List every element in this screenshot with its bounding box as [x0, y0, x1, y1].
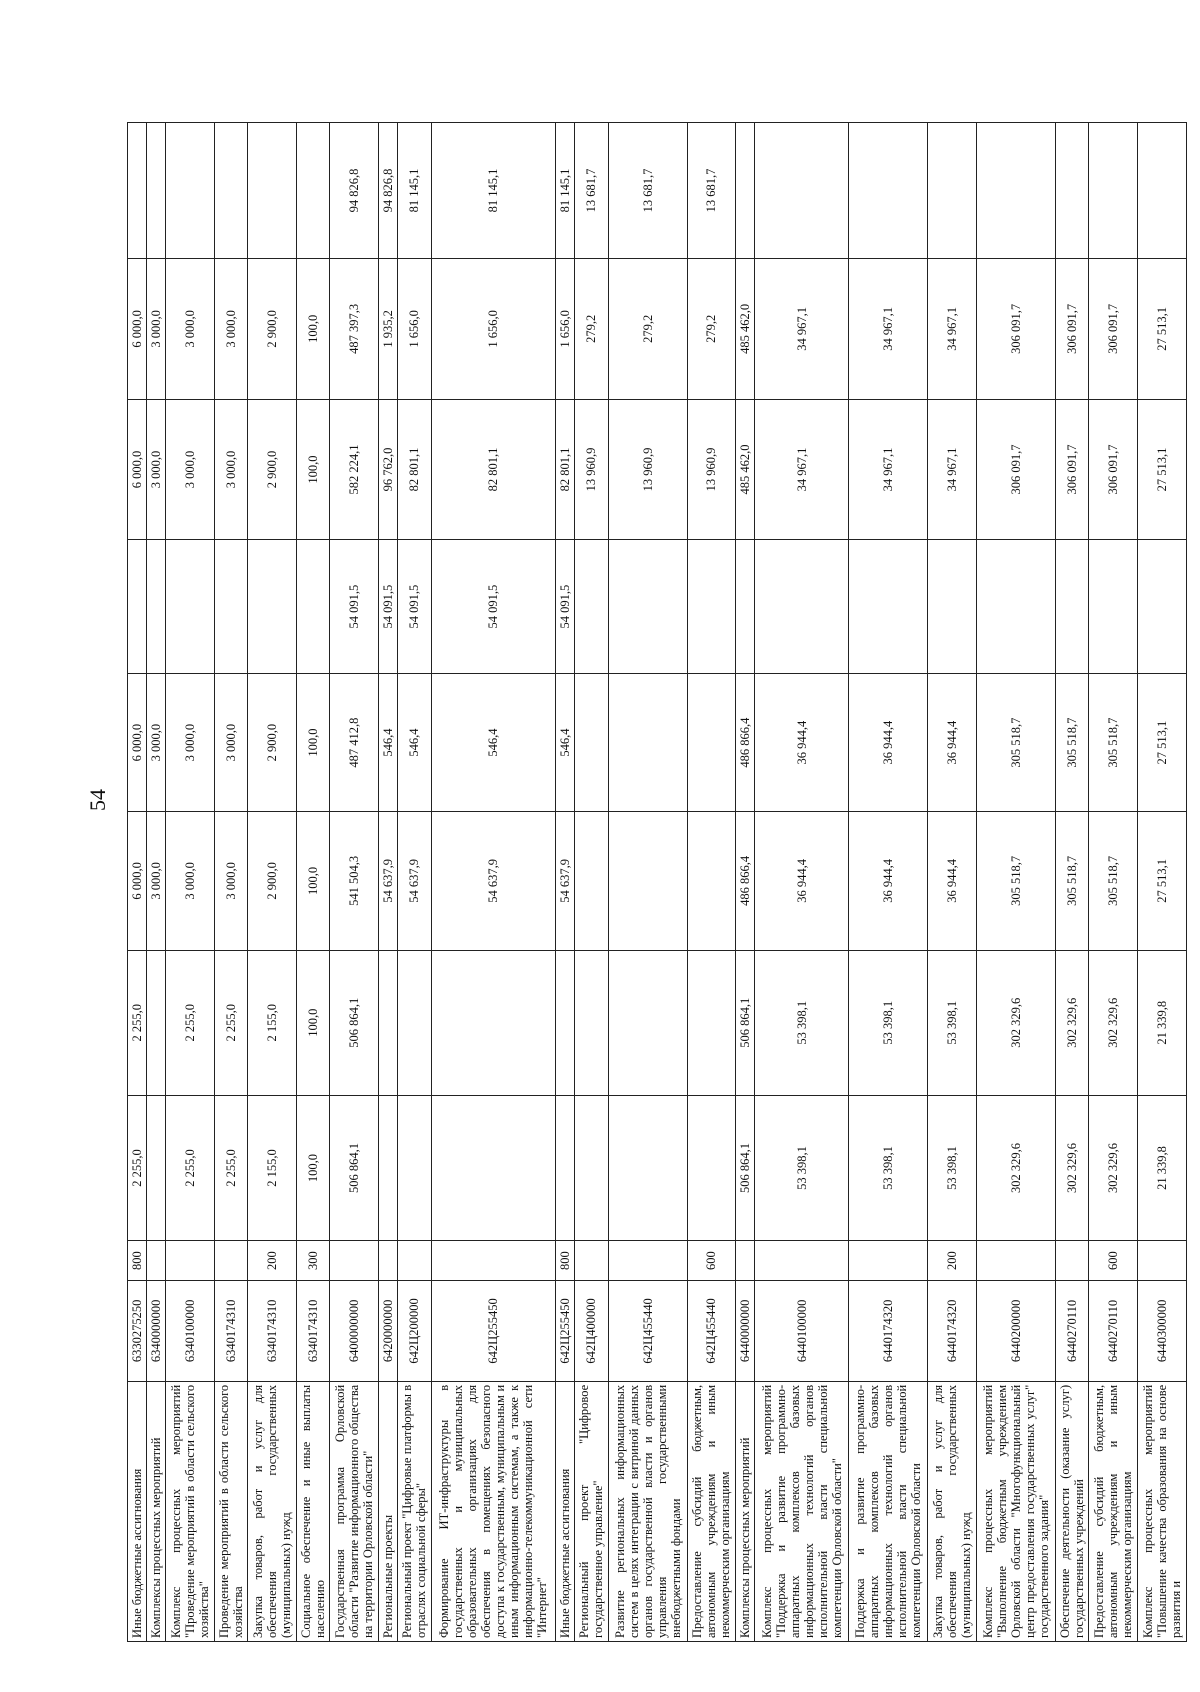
cell-b1: 305 518,7: [1089, 812, 1138, 950]
page-number-wrap: [78, 780, 118, 820]
cell-a1: 53 398,1: [755, 1095, 849, 1240]
cell-b3: [1089, 540, 1138, 674]
cell-vr: [849, 1241, 928, 1281]
cell-name: Региональный проект "Цифровые платформы в отраслях социальной сферы": [398, 1381, 432, 1641]
cell-b3: [296, 540, 330, 674]
cell-c2: 27 513,1: [1138, 259, 1187, 400]
cell-a1: 302 329,6: [1055, 1095, 1089, 1240]
cell-b3: 54 091,5: [431, 540, 555, 674]
cell-a2: 2 255,0: [166, 950, 215, 1095]
cell-c3: 94 826,8: [330, 123, 379, 259]
cell-name: Закупка товаров, работ и услуг для обеспечения государственных (муниципальных) нужд: [248, 1381, 297, 1641]
cell-name: Поддержка и развитие программно-аппаратных комплексов базовых информационных технологий органов исполнительной власти специальной компетенции Орловской области: [849, 1381, 928, 1641]
cell-b3: [1055, 540, 1089, 674]
cell-name: Комплекс процессных мероприятий "Повышение качества образования на основе развития и: [1138, 1381, 1187, 1641]
cell-b1: 3 000,0: [166, 812, 215, 950]
cell-code: 6340174310: [248, 1281, 297, 1382]
cell-code: 642Ц455440: [687, 1281, 736, 1382]
cell-code: 642Ц200000: [398, 1281, 432, 1382]
cell-a1: 53 398,1: [928, 1095, 977, 1240]
cell-c2: 34 967,1: [849, 259, 928, 400]
cell-b3: [1138, 540, 1187, 674]
cell-c2: 279,2: [687, 259, 736, 400]
cell-b1: [575, 812, 609, 950]
cell-code: 642Ц400000: [575, 1281, 609, 1382]
cell-c2: 2 900,0: [248, 259, 297, 400]
cell-b2: 3 000,0: [147, 673, 166, 811]
cell-c1: 306 091,7: [976, 399, 1055, 540]
cell-a2: [608, 950, 687, 1095]
cell-name: Формирование ИТ-инфраструктуры в государственных и муниципальных образовательных организациях для обеспечения в помещениях безопасного доступа к государственным, муниципальным и иным информационным системам, а также к информационно-телекоммуникационной сети "Интернет": [431, 1381, 555, 1641]
cell-c3: 13 681,7: [608, 123, 687, 259]
cell-c1: 2 900,0: [248, 399, 297, 540]
cell-code: 6340100000: [166, 1281, 215, 1382]
cell-a2: 21 339,8: [1138, 950, 1187, 1095]
cell-vr: [166, 1241, 215, 1281]
cell-code: 6340000000: [147, 1281, 166, 1382]
table-row: [1055, 123, 1089, 1642]
cell-c1: 34 967,1: [755, 399, 849, 540]
cell-c2: 100,0: [296, 259, 330, 400]
cell-b3: [736, 540, 755, 674]
cell-a1: 506 864,1: [736, 1095, 755, 1240]
cell-a1: 2 155,0: [248, 1095, 297, 1240]
cell-c3: [248, 123, 297, 259]
cell-a1: [147, 1095, 166, 1240]
cell-b2: [687, 673, 736, 811]
cell-b1: 305 518,7: [1055, 812, 1089, 950]
cell-a1: 302 329,6: [976, 1095, 1055, 1240]
cell-a2: [379, 950, 398, 1095]
cell-code: 642Ц255450: [431, 1281, 555, 1382]
cell-name: Комплекс процессных мероприятий "Выполнение бюджетным учреждением Орловской области "Многофункциональный центр предоставления государственных услуг" государственного задания": [976, 1381, 1055, 1641]
cell-vr: [1055, 1241, 1089, 1281]
cell-b2: 36 944,4: [849, 673, 928, 811]
cell-b3: [214, 540, 248, 674]
cell-c1: 82 801,1: [431, 399, 555, 540]
cell-name: Социальное обеспечение и иные выплаты населению: [296, 1381, 330, 1641]
cell-code: 642Ц455440: [608, 1281, 687, 1382]
cell-b2: 27 513,1: [1138, 673, 1187, 811]
cell-b2: 487 412,8: [330, 673, 379, 811]
cell-b3: 54 091,5: [379, 540, 398, 674]
cell-c2: 3 000,0: [214, 259, 248, 400]
table-body: [128, 123, 1187, 1642]
cell-name: Комплекс процессных мероприятий "Проведение мероприятий в области сельского хозяйства": [166, 1381, 215, 1641]
cell-b3: [575, 540, 609, 674]
cell-b1: 54 637,9: [431, 812, 555, 950]
cell-vr: 200: [928, 1241, 977, 1281]
table-row: [736, 123, 755, 1642]
cell-b3: [608, 540, 687, 674]
cell-vr: [214, 1241, 248, 1281]
cell-b1: 54 637,9: [398, 812, 432, 950]
cell-vr: 600: [687, 1241, 736, 1281]
cell-c3: [736, 123, 755, 259]
cell-a2: 302 329,6: [976, 950, 1055, 1095]
cell-name: Иные бюджетные ассигнования: [556, 1381, 575, 1641]
cell-a1: 2 255,0: [214, 1095, 248, 1240]
cell-name: Развитие региональных информационных систем в целях интеграции с витриной данных органов государственной власти и органов управления государственными внебюджетными фондами: [608, 1381, 687, 1641]
cell-a2: [398, 950, 432, 1095]
cell-b2: 2 900,0: [248, 673, 297, 811]
cell-name: Региональный проект "Цифровое государственное управление": [575, 1381, 609, 1641]
cell-a1: 21 339,8: [1138, 1095, 1187, 1240]
rotated-table-container: [127, 122, 1187, 1642]
cell-b2: 6 000,0: [128, 673, 147, 811]
cell-c2: 279,2: [575, 259, 609, 400]
table-row: [296, 123, 330, 1642]
cell-c2: 1 656,0: [556, 259, 575, 400]
cell-c1: 96 762,0: [379, 399, 398, 540]
cell-c1: 6 000,0: [128, 399, 147, 540]
cell-name: Комплексы процессных мероприятий: [736, 1381, 755, 1641]
cell-a2: 506 864,1: [736, 950, 755, 1095]
cell-b2: 305 518,7: [1089, 673, 1138, 811]
cell-b2: 546,4: [398, 673, 432, 811]
cell-c3: [214, 123, 248, 259]
cell-vr: [575, 1241, 609, 1281]
table-row: [976, 123, 1055, 1642]
cell-a1: [556, 1095, 575, 1240]
cell-vr: [1138, 1241, 1187, 1281]
cell-c3: 81 145,1: [556, 123, 575, 259]
cell-c3: [147, 123, 166, 259]
cell-b2: 546,4: [431, 673, 555, 811]
table-row: [755, 123, 849, 1642]
cell-name: Проведение мероприятий в области сельского хозяйства: [214, 1381, 248, 1641]
cell-a1: 302 329,6: [1089, 1095, 1138, 1240]
cell-vr: [431, 1241, 555, 1281]
cell-b3: [928, 540, 977, 674]
cell-c3: 13 681,7: [687, 123, 736, 259]
cell-vr: [755, 1241, 849, 1281]
cell-b1: 36 944,4: [928, 812, 977, 950]
cell-a1: 2 255,0: [166, 1095, 215, 1240]
table-row: [556, 123, 575, 1642]
cell-b2: 305 518,7: [976, 673, 1055, 811]
cell-b1: 36 944,4: [849, 812, 928, 950]
cell-a1: 2 255,0: [128, 1095, 147, 1240]
cell-vr: [608, 1241, 687, 1281]
cell-c3: [166, 123, 215, 259]
cell-c2: 1 935,2: [379, 259, 398, 400]
cell-code: 6440200000: [976, 1281, 1055, 1382]
cell-a2: [147, 950, 166, 1095]
cell-c1: 27 513,1: [1138, 399, 1187, 540]
cell-c2: 6 000,0: [128, 259, 147, 400]
cell-c2: 3 000,0: [147, 259, 166, 400]
cell-b3: 54 091,5: [330, 540, 379, 674]
cell-b3: [248, 540, 297, 674]
cell-c1: 306 091,7: [1055, 399, 1089, 540]
table-row: [330, 123, 379, 1642]
cell-b1: 2 900,0: [248, 812, 297, 950]
cell-a2: [556, 950, 575, 1095]
cell-c1: 582 224,1: [330, 399, 379, 540]
cell-b2: 3 000,0: [214, 673, 248, 811]
cell-a1: [608, 1095, 687, 1240]
cell-c2: 3 000,0: [166, 259, 215, 400]
cell-b1: 36 944,4: [755, 812, 849, 950]
cell-a1: [379, 1095, 398, 1240]
cell-c2: 34 967,1: [928, 259, 977, 400]
cell-b1: 27 513,1: [1138, 812, 1187, 950]
cell-c2: 1 656,0: [431, 259, 555, 400]
cell-name: Региональные проекты: [379, 1381, 398, 1641]
cell-code: 6440000000: [736, 1281, 755, 1382]
table-row: [166, 123, 215, 1642]
cell-c3: [296, 123, 330, 259]
cell-a1: 53 398,1: [849, 1095, 928, 1240]
cell-c1: 306 091,7: [1089, 399, 1138, 540]
cell-c2: 485 462,0: [736, 259, 755, 400]
table-row: [248, 123, 297, 1642]
cell-code: 6440100000: [755, 1281, 849, 1382]
cell-name: Обеспечение деятельности (оказание услуг) государственных учреждений: [1055, 1381, 1089, 1641]
cell-a2: 100,0: [296, 950, 330, 1095]
cell-b3: [849, 540, 928, 674]
cell-vr: 800: [128, 1241, 147, 1281]
cell-b1: 541 504,3: [330, 812, 379, 950]
cell-b3: [687, 540, 736, 674]
cell-name: Иные бюджетные ассигнования: [128, 1381, 147, 1641]
table-row: [431, 123, 555, 1642]
cell-c2: 306 091,7: [1055, 259, 1089, 400]
table-row: [379, 123, 398, 1642]
table-row: [1089, 123, 1138, 1642]
cell-b1: 3 000,0: [214, 812, 248, 950]
cell-name: Предоставление субсидий бюджетным, автономным учреждениям и иным некоммерческим организациям: [1089, 1381, 1138, 1641]
cell-c3: [755, 123, 849, 259]
cell-code: 6440270110: [1089, 1281, 1138, 1382]
cell-c1: 485 462,0: [736, 399, 755, 540]
cell-vr: 200: [248, 1241, 297, 1281]
table-row: [128, 123, 147, 1642]
cell-a1: [687, 1095, 736, 1240]
cell-name: Государственная программа Орловской области "Развитие информационного общества на территории Орловской области": [330, 1381, 379, 1641]
cell-name: Закупка товаров, работ и услуг для обеспечения государственных (муниципальных) нужд: [928, 1381, 977, 1641]
cell-a2: 53 398,1: [928, 950, 977, 1095]
table-row: [1138, 123, 1187, 1642]
cell-c2: 279,2: [608, 259, 687, 400]
table-row: [575, 123, 609, 1642]
page-number: 54: [85, 789, 110, 811]
cell-b3: [128, 540, 147, 674]
cell-b1: 54 637,9: [556, 812, 575, 950]
cell-a2: 53 398,1: [849, 950, 928, 1095]
cell-b2: 546,4: [379, 673, 398, 811]
cell-vr: [379, 1241, 398, 1281]
cell-c1: 3 000,0: [147, 399, 166, 540]
cell-vr: 800: [556, 1241, 575, 1281]
cell-a2: 506 864,1: [330, 950, 379, 1095]
cell-vr: 300: [296, 1241, 330, 1281]
cell-b1: 100,0: [296, 812, 330, 950]
cell-vr: [736, 1241, 755, 1281]
cell-c2: 34 967,1: [755, 259, 849, 400]
cell-b3: [755, 540, 849, 674]
budget-table: [127, 122, 1187, 1642]
cell-c3: [1089, 123, 1138, 259]
cell-b3: [976, 540, 1055, 674]
table-row: [608, 123, 687, 1642]
cell-code: 6330275250: [128, 1281, 147, 1382]
cell-b3: 54 091,5: [398, 540, 432, 674]
cell-c3: 81 145,1: [398, 123, 432, 259]
cell-name: Предоставление субсидий бюджетным, автономным учреждениям и иным некоммерческим организациям: [687, 1381, 736, 1641]
cell-vr: 600: [1089, 1241, 1138, 1281]
table-row: [928, 123, 977, 1642]
cell-c1: 34 967,1: [928, 399, 977, 540]
cell-c1: 3 000,0: [166, 399, 215, 540]
cell-a2: [687, 950, 736, 1095]
cell-c2: 487 397,3: [330, 259, 379, 400]
cell-b1: 6 000,0: [128, 812, 147, 950]
cell-b1: 3 000,0: [147, 812, 166, 950]
cell-c3: [1138, 123, 1187, 259]
cell-b2: 100,0: [296, 673, 330, 811]
cell-a1: 506 864,1: [330, 1095, 379, 1240]
cell-code: 6440300000: [1138, 1281, 1187, 1382]
cell-code: 642Ц255450: [556, 1281, 575, 1382]
table-row: [398, 123, 432, 1642]
cell-c1: 82 801,1: [398, 399, 432, 540]
cell-code: 6340174310: [214, 1281, 248, 1382]
cell-code: 6400000000: [330, 1281, 379, 1382]
cell-b3: [166, 540, 215, 674]
cell-b1: [687, 812, 736, 950]
cell-c1: 13 960,9: [687, 399, 736, 540]
table-row: [849, 123, 928, 1642]
cell-b2: [575, 673, 609, 811]
cell-b3: 54 091,5: [556, 540, 575, 674]
cell-c3: 94 826,8: [379, 123, 398, 259]
cell-c1: 3 000,0: [214, 399, 248, 540]
cell-c1: 82 801,1: [556, 399, 575, 540]
cell-vr: [398, 1241, 432, 1281]
cell-code: 6440270110: [1055, 1281, 1089, 1382]
cell-a2: 302 329,6: [1089, 950, 1138, 1095]
cell-c3: [928, 123, 977, 259]
cell-b2: 3 000,0: [166, 673, 215, 811]
cell-a1: 100,0: [296, 1095, 330, 1240]
cell-b3: [147, 540, 166, 674]
cell-b1: 54 637,9: [379, 812, 398, 950]
cell-b2: [608, 673, 687, 811]
cell-vr: [330, 1241, 379, 1281]
cell-c3: [128, 123, 147, 259]
cell-b2: 36 944,4: [928, 673, 977, 811]
cell-c3: 13 681,7: [575, 123, 609, 259]
cell-c1: 13 960,9: [575, 399, 609, 540]
cell-b2: 36 944,4: [755, 673, 849, 811]
cell-c1: 100,0: [296, 399, 330, 540]
cell-c2: 306 091,7: [1089, 259, 1138, 400]
cell-name: Комплекс процессных мероприятий "Поддержка и развитие программно-аппаратных комплексов базовых информационных технологий органов исполнительной власти специальной компетенции Орловской области": [755, 1381, 849, 1641]
cell-c2: 306 091,7: [976, 259, 1055, 400]
cell-c3: 81 145,1: [431, 123, 555, 259]
table-row: [147, 123, 166, 1642]
cell-code: 6440174320: [928, 1281, 977, 1382]
cell-a2: [431, 950, 555, 1095]
cell-a1: [431, 1095, 555, 1240]
cell-a2: [575, 950, 609, 1095]
cell-a2: 2 255,0: [214, 950, 248, 1095]
cell-c3: [849, 123, 928, 259]
cell-code: 6340174310: [296, 1281, 330, 1382]
cell-vr: [147, 1241, 166, 1281]
cell-vr: [976, 1241, 1055, 1281]
cell-b2: 546,4: [556, 673, 575, 811]
cell-a2: 53 398,1: [755, 950, 849, 1095]
cell-c3: [976, 123, 1055, 259]
cell-name: Комплексы процессных мероприятий: [147, 1381, 166, 1641]
cell-a2: 2 155,0: [248, 950, 297, 1095]
cell-c2: 1 656,0: [398, 259, 432, 400]
cell-c1: 34 967,1: [849, 399, 928, 540]
cell-b1: 486 866,4: [736, 812, 755, 950]
cell-a1: [398, 1095, 432, 1240]
cell-a1: [575, 1095, 609, 1240]
table-row: [214, 123, 248, 1642]
cell-b1: [608, 812, 687, 950]
cell-c3: [1055, 123, 1089, 259]
cell-a2: 302 329,6: [1055, 950, 1089, 1095]
cell-c1: 13 960,9: [608, 399, 687, 540]
cell-a2: 2 255,0: [128, 950, 147, 1095]
cell-b2: 486 866,4: [736, 673, 755, 811]
cell-code: 6420000000: [379, 1281, 398, 1382]
cell-b2: 305 518,7: [1055, 673, 1089, 811]
cell-code: 6440174320: [849, 1281, 928, 1382]
cell-b1: 305 518,7: [976, 812, 1055, 950]
table-row: [687, 123, 736, 1642]
